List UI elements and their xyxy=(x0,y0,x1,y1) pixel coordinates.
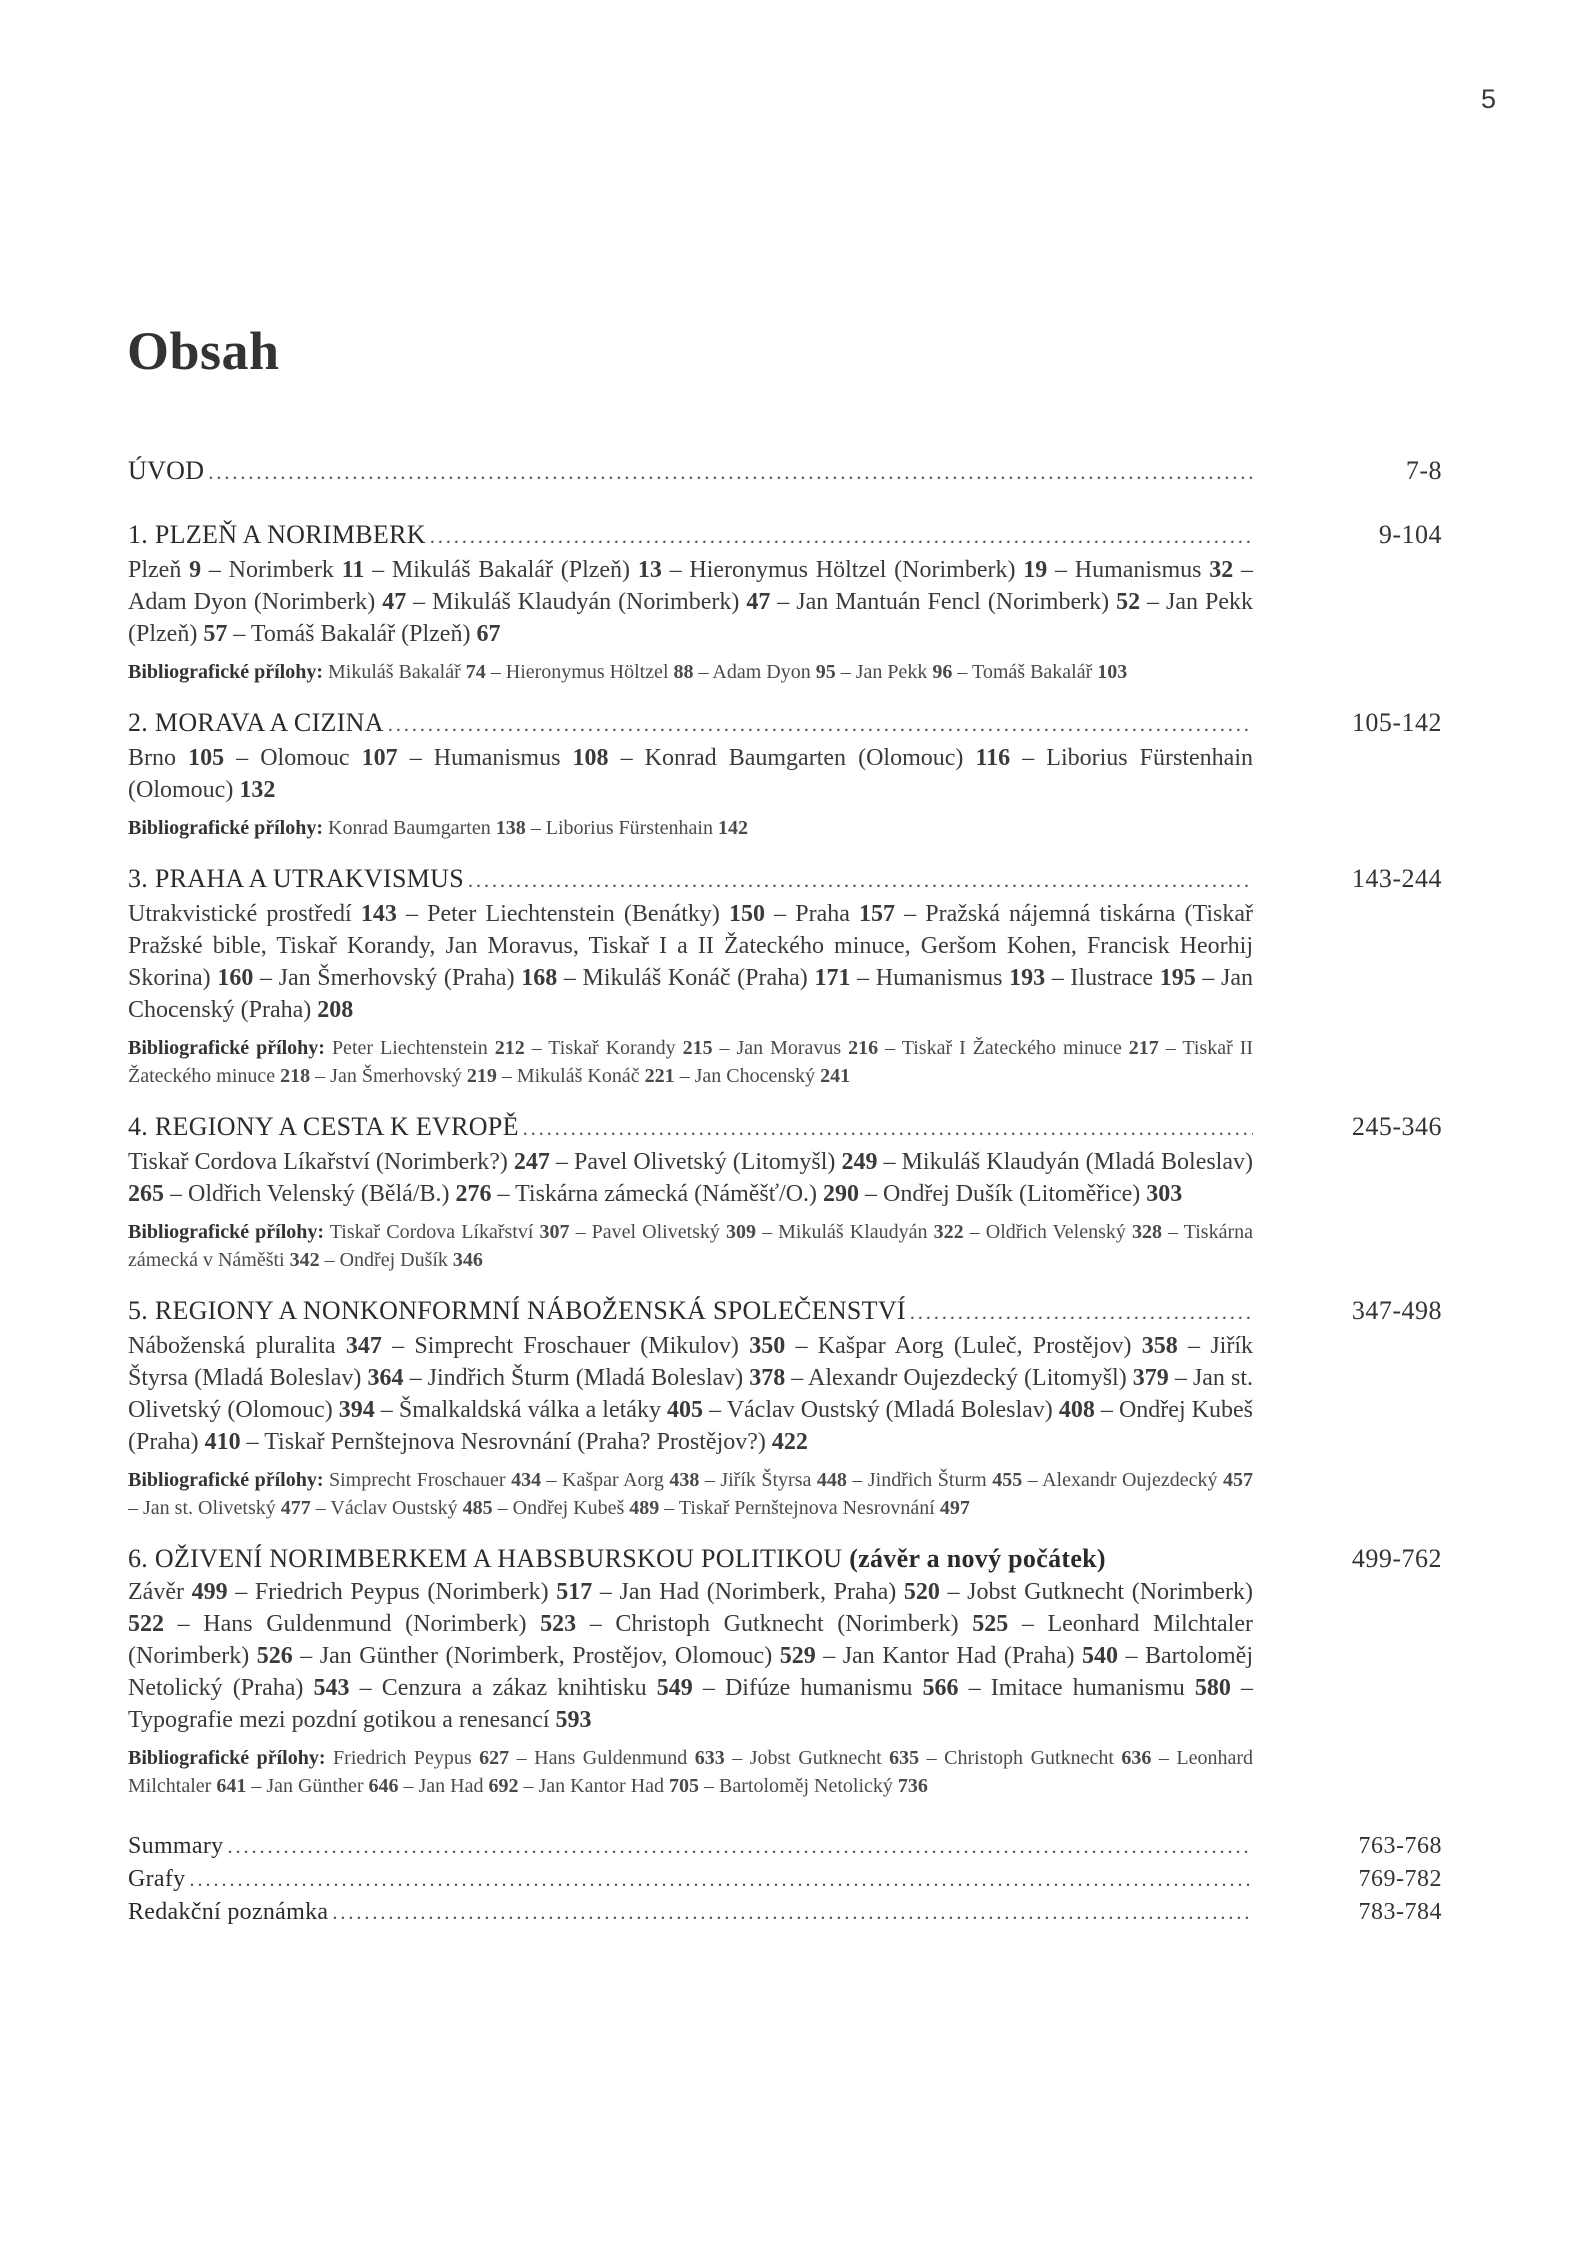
toc-entry-chapter-6[interactable] xyxy=(128,1542,1442,1800)
toc-entry-chapter-1[interactable] xyxy=(128,518,1442,686)
chapter-heading-suffix: (závěr a nový počátek) xyxy=(849,1544,1106,1573)
dot-leader xyxy=(430,520,1253,554)
chapter-heading: 4. REGIONY A CESTA K EVROPĚ xyxy=(128,1112,519,1141)
chapter-pages: 499-762 xyxy=(1351,1544,1442,1573)
biblio-label: Bibliografické přílohy: xyxy=(128,817,323,839)
toc-heading-row xyxy=(128,1542,1253,1576)
chapter-heading: 6. OŽIVENÍ NORIMBERKEM A HABSBURSKOU POLITIKOU xyxy=(128,1544,843,1573)
chapter-subentries: Tiskař Cordova Líkařství (Norimberk?) 247 – Pavel Olivetský (Litomyšl) 249 – Mikuláš Klaudyán (Mladá Boleslav) 265 – Oldřich Velenský (Bělá/B.) 276 – Tiskárna zámecká (Náměšť/O.) 290 – Ondřej Dušík (Litoměřice) 303 xyxy=(128,1149,1253,1207)
toc-heading-row xyxy=(128,862,1253,898)
backmatter-list xyxy=(128,1830,1442,1929)
biblio-label: Bibliografické přílohy: xyxy=(128,661,323,683)
dot-leader xyxy=(523,1112,1253,1146)
toc-pages: 783-784 xyxy=(1358,1899,1442,1925)
biblio-items: Peter Liechtenstein 212 – Tiskař Korandy 215 – Jan Moravus 216 – Tiskař I Žateckého minuce 217 – Tiskař II Žateckého minuce 218 – Jan Šmerhovský 219 – Mikuláš Konáč 221 – Jan Chocenský 241 xyxy=(128,1037,1254,1087)
chapter-subentries: Brno 105 – Olomouc 107 – Humanismus 108 – Konrad Baumgarten (Olomouc) 116 – Liborius Fürstenhain (Olomouc) 132 xyxy=(128,745,1254,803)
chapter-heading: 1. PLZEŇ A NORIMBERK xyxy=(128,520,426,549)
toc-heading: Grafy xyxy=(128,1866,186,1892)
dot-leader xyxy=(910,1296,1253,1330)
chapter-subentries: Závěr 499 – Friedrich Peypus (Norimberk) 517 – Jan Had (Norimberk, Praha) 520 – Jobst Gutknecht (Norimberk) 522 – Hans Guldenmund (Norimberk) 523 – Christoph Gutknecht (Norimberk) 525 – Leonhard Milchtaler (Norimberk) 526 – Jan Günther (Norimberk, Prostějov, Olomouc) 529 – Jan Kantor Had (Praha) 540 – Bartoloměj Netolický (Praha) 543 – Cenzura a zákaz knihtisku 549 – Difúze humanismu 566 – Imitace humanismu 580 – Typografie mezi pozdní gotikou a renesancí 593 xyxy=(128,1579,1254,1733)
toc-heading-row xyxy=(128,1863,1253,1896)
biblio-items: Mikuláš Bakalář 74 – Hieronymus Höltzel 88 – Adam Dyon 95 – Jan Pekk 96 – Tomáš Bakalář 103 xyxy=(328,661,1128,683)
bibliographic-appendices xyxy=(128,1744,1253,1800)
chapter-pages: 245-346 xyxy=(1351,1112,1442,1141)
toc-heading: Redakční poznámka xyxy=(128,1899,329,1925)
toc-entry-redakcni-poznamka[interactable] xyxy=(128,1896,1442,1929)
chapter-heading: 5. REGIONY A NONKONFORMNÍ NÁBOŽENSKÁ SPOLEČENSTVÍ xyxy=(128,1296,906,1325)
toc-entry-grafy[interactable] xyxy=(128,1863,1442,1896)
bibliographic-appendices xyxy=(128,1218,1253,1274)
bibliographic-appendices xyxy=(128,1466,1253,1522)
bibliographic-appendices xyxy=(128,1034,1253,1090)
dot-leader xyxy=(388,708,1253,742)
toc-heading-row xyxy=(128,1110,1253,1146)
toc-pages: 763-768 xyxy=(1358,1833,1442,1859)
toc-entry-summary[interactable] xyxy=(128,1830,1442,1863)
bibliographic-appendices xyxy=(128,814,1253,842)
toc-pages: 7-8 xyxy=(1405,456,1442,485)
toc-entry-uvod[interactable] xyxy=(128,454,1442,490)
biblio-label: Bibliografické přílohy: xyxy=(128,1469,324,1491)
toc-heading-row xyxy=(128,1294,1253,1330)
chapter-subentries: Plzeň 9 – Norimberk 11 – Mikuláš Bakalář (Plzeň) 13 – Hieronymus Höltzel (Norimberk) 19 – Humanismus 32 – Adam Dyon (Norimberk) 47 – Mikuláš Klaudyán (Norimberk) 47 – Jan Mantuán Fencl (Norimberk) 52 – Jan Pekk (Plzeň) 57 – Tomáš Bakalář (Plzeň) 67 xyxy=(128,557,1253,647)
dot-leader xyxy=(208,456,1253,490)
toc-entry-chapter-2[interactable] xyxy=(128,706,1442,842)
bibliographic-appendices xyxy=(128,658,1253,686)
biblio-label: Bibliografické přílohy: xyxy=(128,1037,325,1059)
toc-heading: Summary xyxy=(128,1833,224,1859)
toc-pages: 769-782 xyxy=(1358,1866,1442,1892)
dot-leader xyxy=(332,1897,1253,1929)
biblio-label: Bibliografické přílohy: xyxy=(128,1221,325,1243)
biblio-items: Simprecht Froschauer 434 – Kašpar Aorg 438 – Jiřík Štyrsa 448 – Jindřich Šturm 455 – Alexandr Oujezdecký 457 – Jan st. Olivetský 477 – Václav Oustský 485 – Ondřej Kubeš 489 – Tiskař Pernštejnova Nesrovnání 497 xyxy=(128,1469,1253,1519)
page-number: 5 xyxy=(1480,84,1496,114)
toc-heading-row xyxy=(128,1896,1253,1929)
toc-heading: ÚVOD xyxy=(128,456,205,485)
toc-heading-row xyxy=(128,454,1253,490)
biblio-items: Konrad Baumgarten 138 – Liborius Fürstenhain 142 xyxy=(328,817,748,839)
biblio-items: Friedrich Peypus 627 – Hans Guldenmund 633 – Jobst Gutknecht 635 – Christoph Gutknecht 636 – Leonhard Milchtaler 641 – Jan Günther 646 – Jan Had 692 – Jan Kantor Had 705 – Bartoloměj Netolický 736 xyxy=(128,1747,1254,1797)
page-title: Obsah xyxy=(127,321,280,381)
chapter-subentries: Utrakvistické prostředí 143 – Peter Liechtenstein (Benátky) 150 – Praha 157 – Pražská nájemná tiskárna (Tiskař Pražské bible, Tiskař Korandy, Jan Moravus, Tiskař I a II Žateckého minuce, Geršom Kohen, Francisk Heorhij Skorina) 160 – Jan Šmerhovský (Praha) 168 – Mikuláš Konáč (Praha) 171 – Humanismus 193 – Ilustrace 195 – Jan Chocenský (Praha) 208 xyxy=(128,901,1254,1023)
toc-heading-row xyxy=(128,706,1253,742)
dot-leader xyxy=(227,1831,1253,1863)
table-of-contents xyxy=(128,454,1442,1929)
chapter-subentries: Náboženská pluralita 347 – Simprecht Froschauer (Mikulov) 350 – Kašpar Aorg (Luleč, Prostějov) 358 – Jiřík Štyrsa (Mladá Boleslav) 364 – Jindřich Šturm (Mladá Boleslav) 378 – Alexandr Oujezdecký (Litomyšl) 379 – Jan st. Olivetský (Olomouc) 394 – Šmalkaldská válka a letáky 405 – Václav Oustský (Mladá Boleslav) 408 – Ondřej Kubeš (Praha) 410 – Tiskař Pernštejnova Nesrovnání (Praha? Prostějov?) 422 xyxy=(128,1333,1254,1455)
toc-entry-chapter-5[interactable] xyxy=(128,1294,1442,1522)
toc-heading-row xyxy=(128,518,1253,554)
chapter-heading: 2. MORAVA A CIZINA xyxy=(128,708,384,737)
dot-leader xyxy=(189,1864,1253,1896)
biblio-label: Bibliografické přílohy: xyxy=(128,1747,326,1769)
toc-entry-chapter-4[interactable] xyxy=(128,1110,1442,1274)
chapter-pages: 9-104 xyxy=(1378,520,1442,549)
biblio-items: Tiskař Cordova Líkařství 307 – Pavel Olivetský 309 – Mikuláš Klaudyán 322 – Oldřich Velenský 328 – Tiskárna zámecká v Náměšti 342 – Ondřej Dušík 346 xyxy=(128,1221,1254,1271)
dot-leader xyxy=(468,864,1253,898)
chapter-heading: 3. PRAHA A UTRAKVISMUS xyxy=(128,864,465,893)
toc-entry-chapter-3[interactable] xyxy=(128,862,1442,1090)
chapter-pages: 143-244 xyxy=(1351,864,1442,893)
chapter-pages: 105-142 xyxy=(1351,708,1442,737)
toc-heading-row xyxy=(128,1830,1253,1863)
chapter-pages: 347-498 xyxy=(1351,1296,1442,1325)
